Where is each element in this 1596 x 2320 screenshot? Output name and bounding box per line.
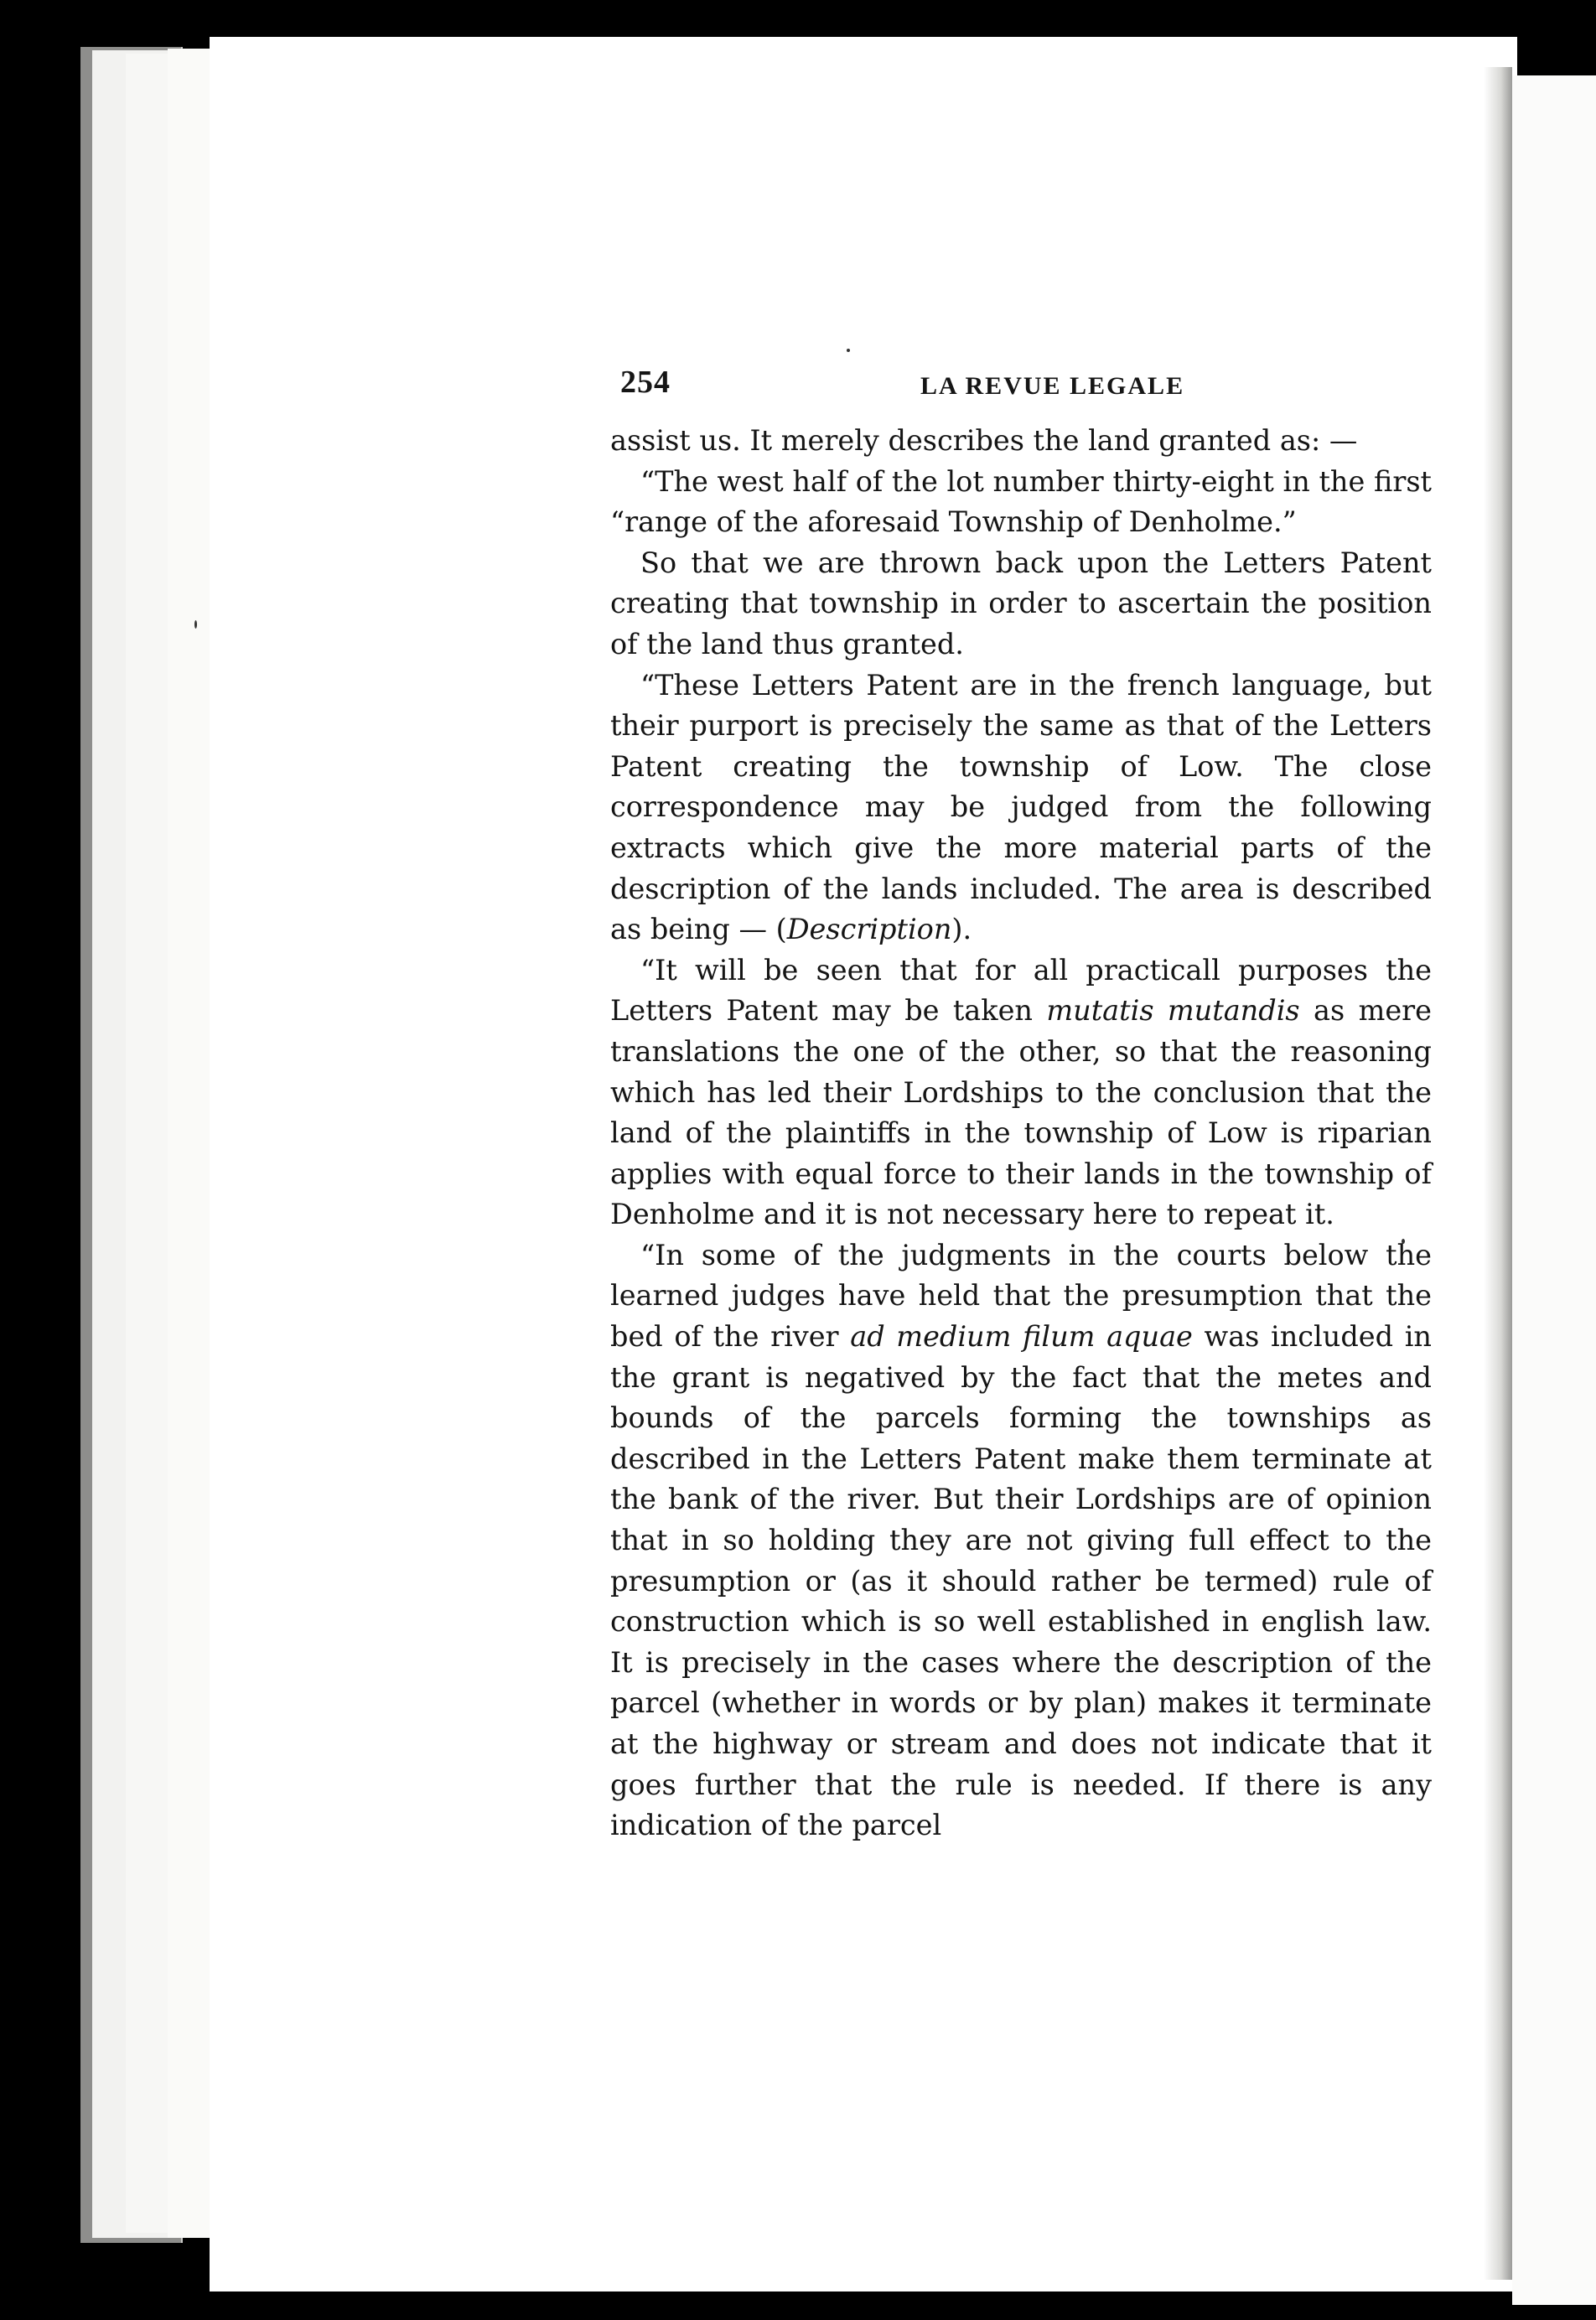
page-gutter xyxy=(1484,67,1512,2280)
italic-phrase: ad medium filum aquae xyxy=(850,1320,1193,1354)
page-number: 254 xyxy=(620,365,671,400)
paragraph xyxy=(610,421,1432,462)
paragraph xyxy=(610,950,1432,1235)
text-run: “The west half of the lot number thirty-eight in the first “range of the aforesaid Township of Denholme.” xyxy=(610,464,1432,539)
text-run: “In some of the judgments in the courts below the learned judges have held that the presumption that the bed of the river xyxy=(610,1238,1432,1354)
paragraph xyxy=(610,462,1432,543)
running-head: LA REVUE LEGALE xyxy=(920,372,1185,400)
paragraph xyxy=(610,665,1432,950)
ink-speck xyxy=(194,620,197,629)
paragraph xyxy=(610,543,1432,665)
text-run: as mere translations the one of the other, so that the reasoning which has led their Lordships to the conclusion that the land of the plaintiffs in the township of Low is riparian applies with equal force to their lands in the township of Denholme and it is not necessary here to repeat it. xyxy=(610,994,1432,1231)
ink-speck xyxy=(847,349,850,352)
text-run: “These Letters Patent are in the french language, but their purport is precisely the same as that of the Letters Patent creating the township of Low. The close correspondence may be judged from the following extracts which give the more material parts of the description of the lands included. The area is described as being — ( xyxy=(610,668,1432,946)
paragraph xyxy=(610,1235,1432,1846)
text-run: ). xyxy=(951,913,972,946)
text-run: “It will be seen that for all practicall purposes the Letters Patent may be taken xyxy=(610,953,1432,1028)
page-content xyxy=(610,364,1432,1846)
body-text xyxy=(610,421,1432,1846)
italic-phrase: Description xyxy=(786,913,952,946)
text-run: was included in the grant is negatived by the fact that the metes and bounds of the parcels forming the townships as described in the Letters Patent make them terminate at the bank of the river. But their Lordships are of opinion that in so holding they are not giving full effect to the presumption or (as it should rather be termed) rule of construction which is so well established in english law. It is precisely in the cases where the description of the parcel (whether in words or by plan) makes it terminate at the highway or stream and does not indicate that it goes further that the rule is needed. If there is any indication of the parcel xyxy=(610,1320,1432,1842)
text-run: assist us. It merely describes the land granted as: — xyxy=(610,424,1358,457)
page-header xyxy=(610,364,1432,414)
opposite-page-edge xyxy=(1512,75,1596,2305)
italic-phrase: mutatis mutandis xyxy=(1046,994,1300,1028)
text-run: So that we are thrown back upon the Letters Patent creating that township in order to ascertain the position of the land thus granted. xyxy=(610,546,1432,660)
